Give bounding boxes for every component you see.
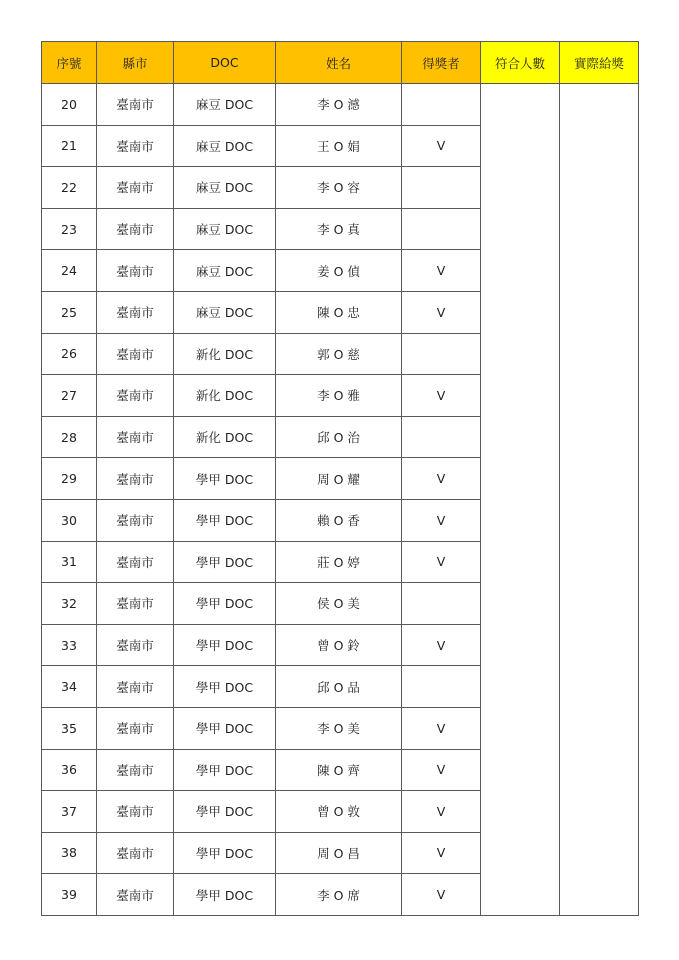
row-doc-cell: 麻豆 DOC — [174, 125, 276, 167]
row-doc-cell: 學甲 DOC — [174, 458, 276, 500]
row-name-cell: 周 O 昌 — [276, 832, 402, 874]
row-name-cell: 李 O 雅 — [276, 375, 402, 417]
row-seq-cell: 25 — [42, 291, 97, 333]
row-doc-cell: 麻豆 DOC — [174, 167, 276, 209]
row-city-cell: 臺南市 — [97, 749, 174, 791]
header-doc: DOC — [174, 42, 276, 84]
table-header — [42, 42, 639, 84]
award-roster-table — [41, 41, 639, 916]
row-city-cell: 臺南市 — [97, 874, 174, 916]
row-doc-cell: 學甲 DOC — [174, 583, 276, 625]
header-name: 姓名 — [276, 42, 402, 84]
row-name-cell: 李 O 澸 — [276, 84, 402, 126]
row-awardee-mark: V — [402, 874, 481, 916]
row-seq-cell: 38 — [42, 832, 97, 874]
row-name-cell: 周 O 耀 — [276, 458, 402, 500]
row-name-cell: 侯 O 美 — [276, 583, 402, 625]
header-eligible-count: 符合人數 — [481, 42, 560, 84]
row-doc-cell: 麻豆 DOC — [174, 84, 276, 126]
row-seq-cell: 32 — [42, 583, 97, 625]
row-seq-cell: 35 — [42, 707, 97, 749]
row-doc-cell: 學甲 DOC — [174, 499, 276, 541]
award-roster-sheet — [41, 41, 639, 916]
header-actual-award: 實際給獎 — [560, 42, 639, 84]
row-awardee-mark: V — [402, 250, 481, 292]
row-seq-cell: 20 — [42, 84, 97, 126]
row-name-cell: 陳 O 忠 — [276, 291, 402, 333]
row-doc-cell: 學甲 DOC — [174, 832, 276, 874]
row-seq-cell: 28 — [42, 416, 97, 458]
row-name-cell: 曾 O 鈴 — [276, 624, 402, 666]
row-city-cell: 臺南市 — [97, 499, 174, 541]
row-city-cell: 臺南市 — [97, 583, 174, 625]
row-awardee-mark: V — [402, 832, 481, 874]
row-doc-cell: 學甲 DOC — [174, 541, 276, 583]
row-name-cell: 李 O 席 — [276, 874, 402, 916]
row-seq-cell: 31 — [42, 541, 97, 583]
row-doc-cell: 學甲 DOC — [174, 874, 276, 916]
row-awardee-mark: V — [402, 125, 481, 167]
row-doc-cell: 新化 DOC — [174, 416, 276, 458]
row-name-cell: 郭 O 慈 — [276, 333, 402, 375]
row-city-cell: 臺南市 — [97, 375, 174, 417]
row-doc-cell: 學甲 DOC — [174, 666, 276, 708]
row-awardee-mark: V — [402, 291, 481, 333]
row-seq-cell: 29 — [42, 458, 97, 500]
row-doc-cell: 學甲 DOC — [174, 624, 276, 666]
row-name-cell: 莊 O 婷 — [276, 541, 402, 583]
row-doc-cell: 新化 DOC — [174, 375, 276, 417]
header-seq: 序號 — [42, 42, 97, 84]
row-doc-cell: 學甲 DOC — [174, 791, 276, 833]
row-seq-cell: 34 — [42, 666, 97, 708]
row-awardee-mark: V — [402, 749, 481, 791]
header-city: 縣市 — [97, 42, 174, 84]
row-seq-cell: 21 — [42, 125, 97, 167]
row-name-cell: 李 O 容 — [276, 167, 402, 209]
header-awardee: 得獎者 — [402, 42, 481, 84]
row-awardee-mark — [402, 84, 481, 126]
row-city-cell: 臺南市 — [97, 541, 174, 583]
row-city-cell: 臺南市 — [97, 624, 174, 666]
row-name-cell: 王 O 娟 — [276, 125, 402, 167]
row-seq-cell: 23 — [42, 208, 97, 250]
row-awardee-mark — [402, 167, 481, 209]
row-city-cell: 臺南市 — [97, 458, 174, 500]
row-city-cell: 臺南市 — [97, 208, 174, 250]
row-city-cell: 臺南市 — [97, 125, 174, 167]
row-awardee-mark: V — [402, 541, 481, 583]
row-city-cell: 臺南市 — [97, 250, 174, 292]
row-name-cell: 邱 O 治 — [276, 416, 402, 458]
eligible-count-cell — [481, 84, 560, 916]
row-awardee-mark — [402, 666, 481, 708]
row-doc-cell: 麻豆 DOC — [174, 250, 276, 292]
row-seq-cell: 39 — [42, 874, 97, 916]
row-awardee-mark: V — [402, 707, 481, 749]
row-doc-cell: 學甲 DOC — [174, 749, 276, 791]
row-name-cell: 李 O 美 — [276, 707, 402, 749]
row-awardee-mark: V — [402, 624, 481, 666]
row-city-cell: 臺南市 — [97, 167, 174, 209]
row-city-cell: 臺南市 — [97, 291, 174, 333]
row-name-cell: 陳 O 齊 — [276, 749, 402, 791]
row-city-cell: 臺南市 — [97, 791, 174, 833]
row-name-cell: 曾 O 敦 — [276, 791, 402, 833]
row-city-cell: 臺南市 — [97, 416, 174, 458]
row-city-cell: 臺南市 — [97, 832, 174, 874]
row-awardee-mark: V — [402, 791, 481, 833]
table-row — [42, 84, 639, 126]
row-awardee-mark: V — [402, 375, 481, 417]
row-seq-cell: 30 — [42, 499, 97, 541]
row-seq-cell: 27 — [42, 375, 97, 417]
row-name-cell: 李 O 真 — [276, 208, 402, 250]
header-row — [42, 42, 639, 84]
row-awardee-mark — [402, 333, 481, 375]
row-doc-cell: 麻豆 DOC — [174, 291, 276, 333]
row-name-cell: 邱 O 品 — [276, 666, 402, 708]
row-seq-cell: 33 — [42, 624, 97, 666]
row-name-cell: 姜 O 偵 — [276, 250, 402, 292]
row-name-cell: 賴 O 香 — [276, 499, 402, 541]
row-doc-cell: 學甲 DOC — [174, 707, 276, 749]
row-doc-cell: 新化 DOC — [174, 333, 276, 375]
row-awardee-mark: V — [402, 458, 481, 500]
row-seq-cell: 36 — [42, 749, 97, 791]
row-awardee-mark — [402, 583, 481, 625]
row-awardee-mark — [402, 208, 481, 250]
row-doc-cell: 麻豆 DOC — [174, 208, 276, 250]
table-body — [42, 84, 639, 916]
row-seq-cell: 24 — [42, 250, 97, 292]
actual-award-cell — [560, 84, 639, 916]
row-seq-cell: 37 — [42, 791, 97, 833]
row-awardee-mark: V — [402, 499, 481, 541]
row-city-cell: 臺南市 — [97, 84, 174, 126]
row-city-cell: 臺南市 — [97, 333, 174, 375]
row-awardee-mark — [402, 416, 481, 458]
row-seq-cell: 22 — [42, 167, 97, 209]
row-seq-cell: 26 — [42, 333, 97, 375]
row-city-cell: 臺南市 — [97, 666, 174, 708]
row-city-cell: 臺南市 — [97, 707, 174, 749]
